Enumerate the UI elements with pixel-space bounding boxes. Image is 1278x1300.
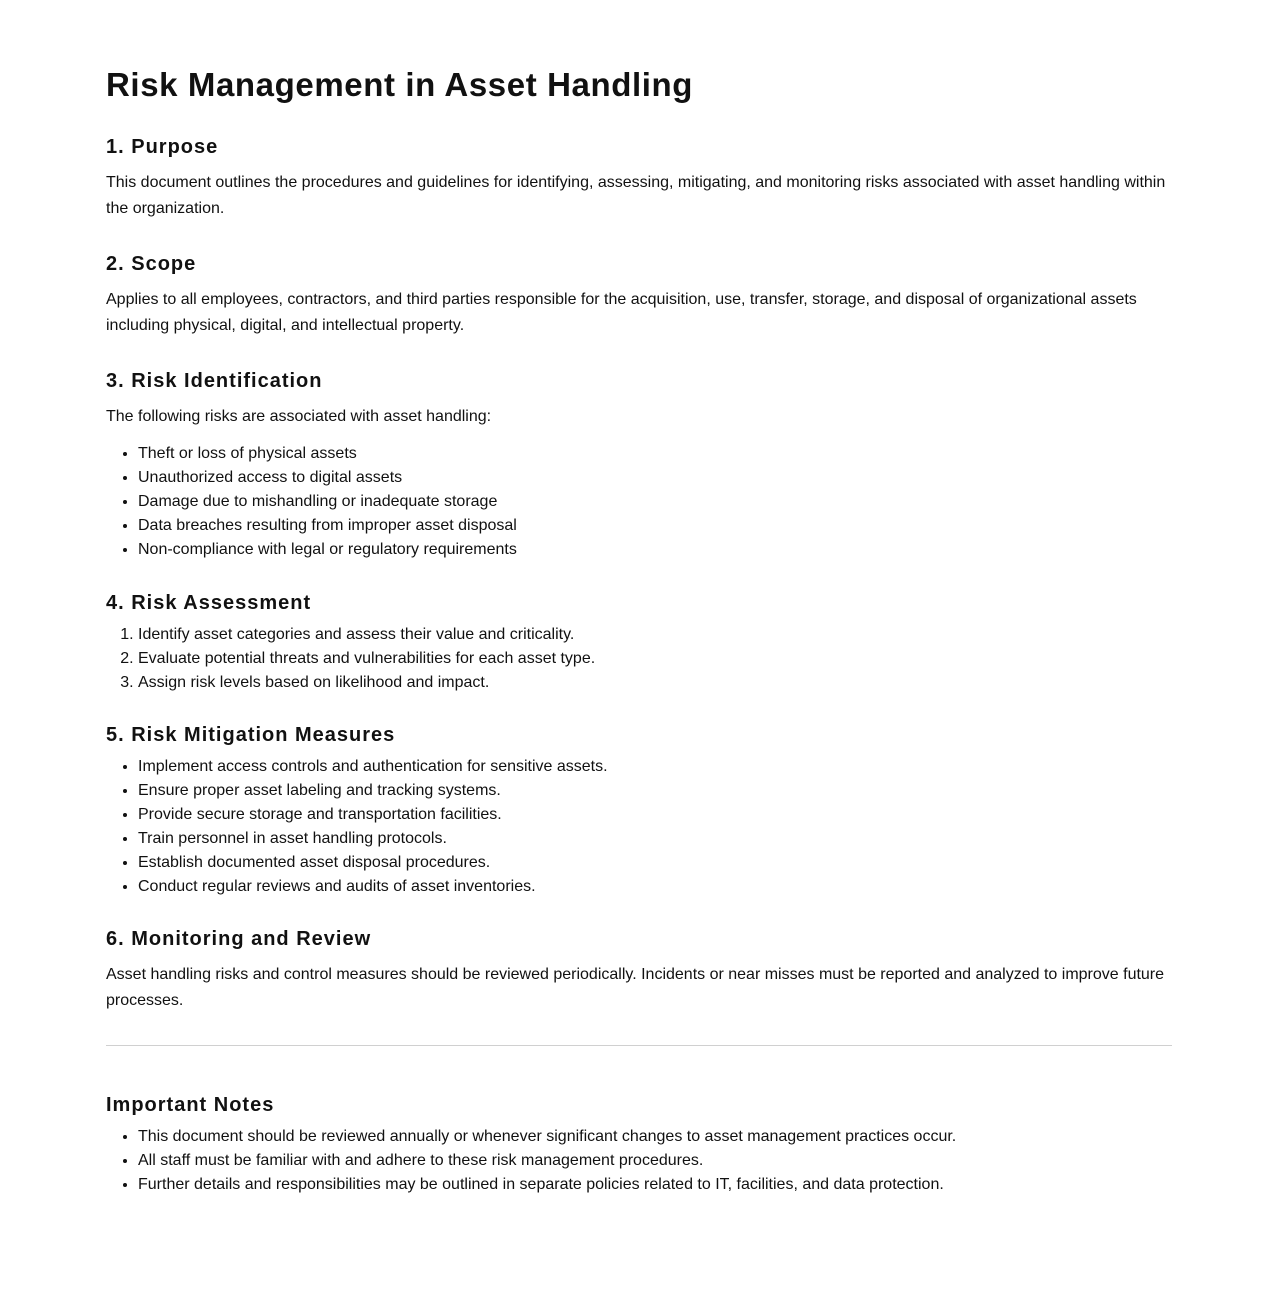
- section-paragraph: This document outlines the procedures and guidelines for identifying, assessing, mitigating, and monitoring risks associated with asset handling within the organization.: [106, 174, 1166, 217]
- list-item: • Train personnel in asset handling protocols.: [138, 827, 1172, 851]
- list-item: • Theft or loss of physical assets: [138, 442, 1172, 466]
- list-item: 2. Evaluate potential threats and vulnerabilities for each asset type.: [138, 647, 1172, 671]
- list-item: • Conduct regular reviews and audits of asset inventories.: [138, 875, 1172, 899]
- section-scope: [106, 252, 1172, 339]
- section-monitoring: [106, 927, 1172, 1014]
- section-important-notes: [106, 1093, 1172, 1197]
- list-item: • Further details and responsibilities may be outlined in separate policies related to IT, facilities, and data protection.: [138, 1173, 1172, 1197]
- section-heading: 5. Risk Mitigation Measures: [106, 724, 396, 746]
- mitigation-list: [106, 755, 1172, 899]
- section-heading: 2. Scope: [106, 253, 197, 275]
- section-heading: 1. Purpose: [106, 136, 219, 158]
- list-item: • Provide secure storage and transportation facilities.: [138, 803, 1172, 827]
- section-purpose: [106, 135, 1172, 222]
- section-paragraph: The following risks are associated with asset handling:: [106, 408, 492, 425]
- section-heading: 4. Risk Assessment: [106, 592, 312, 614]
- list-item: • Damage due to mishandling or inadequate storage: [138, 490, 1172, 514]
- section-heading: 6. Monitoring and Review: [106, 928, 372, 950]
- page-title: Risk Management in Asset Handling: [106, 66, 694, 103]
- list-item: • This document should be reviewed annually or whenever significant changes to asset management practices occur.: [138, 1125, 1172, 1149]
- risk-list: [106, 442, 1172, 562]
- list-item: • Ensure proper asset labeling and tracking systems.: [138, 779, 1172, 803]
- notes-list: [106, 1125, 1172, 1197]
- section-heading: 3. Risk Identification: [106, 370, 323, 392]
- divider: [106, 1045, 1172, 1046]
- list-item: 1. Identify asset categories and assess their value and criticality.: [138, 623, 1172, 647]
- assessment-list: [106, 623, 1172, 695]
- section-paragraph: Applies to all employees, contractors, and third parties responsible for the acquisition, use, transfer, storage, and disposal of organizational assets including physical, digital, and intellectual property.: [106, 291, 1137, 334]
- section-heading: Important Notes: [106, 1094, 275, 1116]
- list-item: 3. Assign risk levels based on likelihood and impact.: [138, 671, 1172, 695]
- section-paragraph: Asset handling risks and control measures should be reviewed periodically. Incidents or near misses must be reported and analyzed to improve future processes.: [106, 966, 1165, 1009]
- section-risk-mitigation: [106, 723, 1172, 899]
- list-item: • All staff must be familiar with and adhere to these risk management procedures.: [138, 1149, 1172, 1173]
- list-item: • Unauthorized access to digital assets: [138, 466, 1172, 490]
- list-item: • Establish documented asset disposal procedures.: [138, 851, 1172, 875]
- list-item: • Non-compliance with legal or regulatory requirements: [138, 538, 1172, 562]
- section-risk-assessment: [106, 591, 1172, 695]
- list-item: • Implement access controls and authentication for sensitive assets.: [138, 755, 1172, 779]
- list-item: • Data breaches resulting from improper asset disposal: [138, 514, 1172, 538]
- section-risk-identification: [106, 369, 1172, 562]
